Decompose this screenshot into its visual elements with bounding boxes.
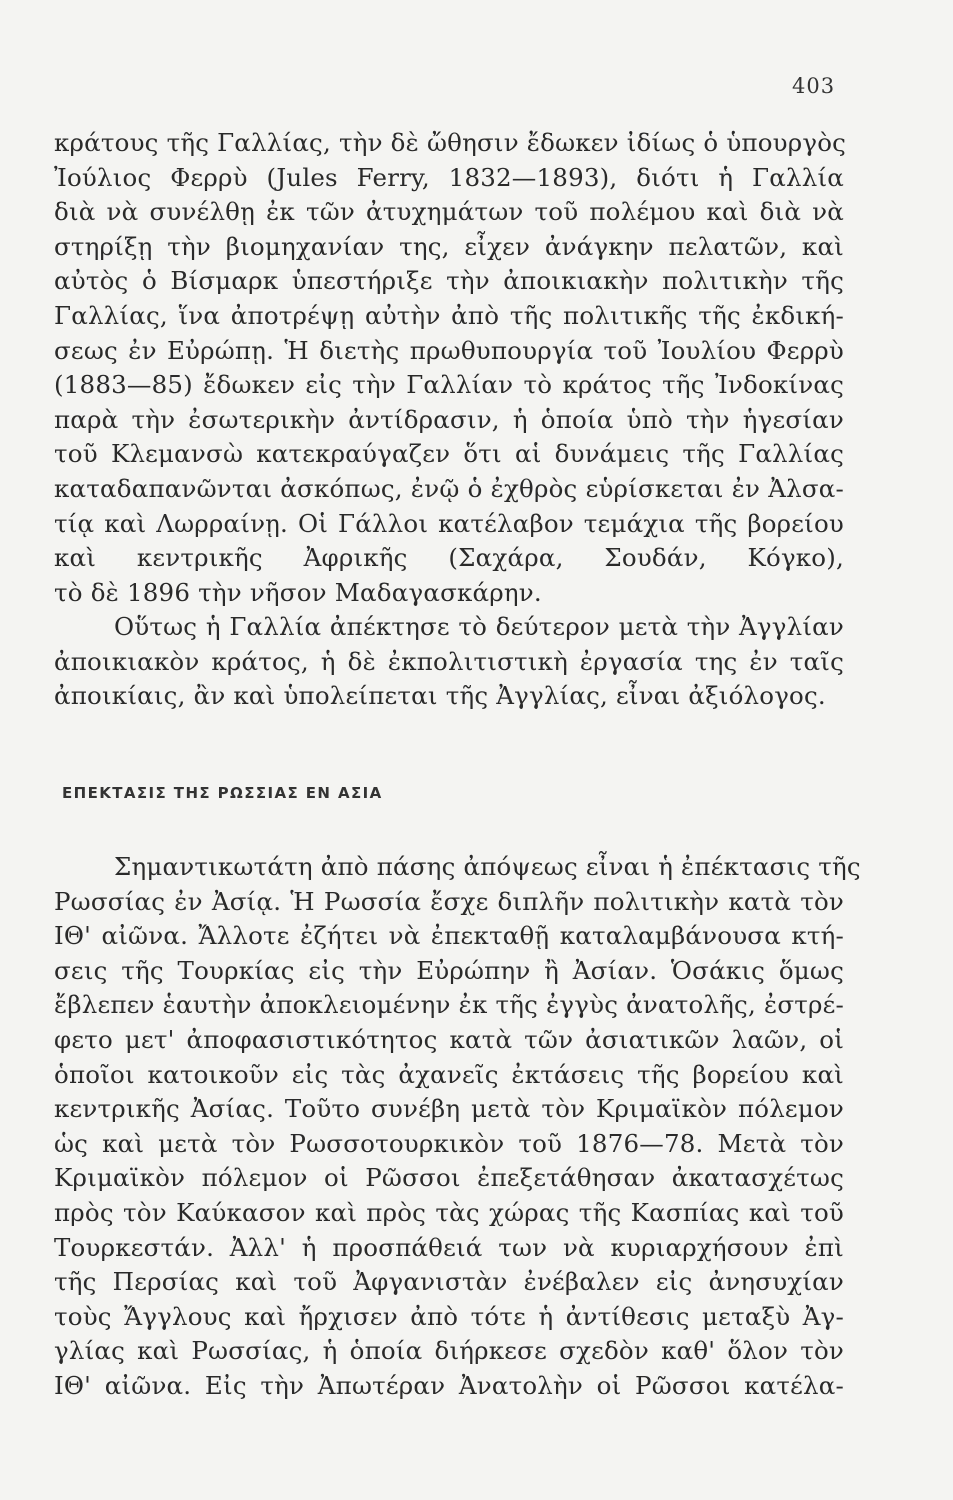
section-heading: ΕΠΕΚΤΑΣΙΣ ΤΗΣ ΡΩΣΣΙΑΣ ΕΝ ΑΣΙΑ: [62, 784, 383, 802]
text-line: τῆς Περσίας καὶ τοῦ Ἀφγανιστὰν ἐνέβαλεν εἰς ἀνησυχίαν: [54, 1267, 844, 1297]
text-line: πρὸς τὸν Καύκασον καὶ πρὸς τὰς χώρας τῆς Κασπίας καὶ τοῦ: [54, 1197, 844, 1227]
paragraph-russia-expansion: [54, 850, 861, 1404]
text-line: ὡς καὶ μετὰ τὸν Ρωσσοτουρκικὸν τοῦ 1876—78. Μετὰ τὸν: [54, 1128, 844, 1158]
text-line: Ρωσσίας ἐν Ἀσίᾳ. Ἡ Ρωσσία ἔσχε διπλῆν πολιτικὴν κατὰ τὸν: [54, 886, 844, 916]
text-line: καταδαπανῶνται ἀσκόπως, ἐνῷ ὁ ἐχθρὸς εὑρίσκεται ἐν Ἀλσα-: [54, 473, 844, 503]
text-line: Σημαντικωτάτη ἀπὸ πάσης ἀπόψεως εἶναι ἡ ἐπέκτασις τῆς: [114, 852, 861, 881]
text-line: ΙΘ' αἰῶνα. Ἄλλοτε ἐζήτει νὰ ἐπεκταθῇ καταλαμβάνουσα κτή-: [54, 921, 844, 951]
text-line: τοῦ Κλεμανσὼ κατεκραύγαζεν ὅτι αἱ δυνάμεις τῆς Γαλλίας: [54, 439, 844, 469]
text-line: (1883—85) ἔδωκεν εἰς τὴν Γαλλίαν τὸ κράτος τῆς Ἰνδοκίνας: [54, 370, 844, 400]
text-line: σεως ἐν Εὐρώπῃ. Ἡ διετὴς πρωθυπουργία τοῦ Ἰουλίου Φερρὺ: [54, 335, 844, 365]
page-number: 403: [792, 74, 836, 98]
text-line: Ἰούλιος Φερρὺ (Jules Ferry, 1832—1893), διότι ἡ Γαλλία: [54, 162, 844, 192]
text-line: τὸ δὲ 1896 τὴν νῆσον Μαδαγασκάρην.: [54, 577, 542, 607]
text-line: ἀποικιακὸν κράτος, ἡ δὲ ἐκπολιτιστικὴ ἐργασία της ἐν ταῖς: [54, 646, 844, 676]
text-line: στηρίξῃ τὴν βιομηχανίαν της, εἶχεν ἀνάγκην πελατῶν, καὶ: [54, 231, 844, 261]
text-line: Γαλλίας, ἵνα ἀποτρέψῃ αὐτὴν ἀπὸ τῆς πολιτικῆς τῆς ἐκδική-: [54, 300, 844, 330]
text-line: ἀποικίαις, ἂν καὶ ὑπολείπεται τῆς Ἀγγλίας, εἶναι ἀξιόλογος.: [54, 681, 826, 711]
text-line: τίᾳ καὶ Λωρραίνῃ. Οἱ Γάλλοι κατέλαβον τεμάχια τῆς βορείου: [54, 508, 844, 538]
text-line: κεντρικῆς Ἀσίας. Τοῦτο συνέβη μετὰ τὸν Κριμαϊκὸν πόλεμον: [54, 1094, 844, 1124]
text-line: γλίας καὶ Ρωσσίας, ἡ ὁποία διήρκεσε σχεδὸν καθ' ὅλον τὸν: [54, 1336, 844, 1366]
text-line: ὁποῖοι κατοικοῦν εἰς τὰς ἀχανεῖς ἐκτάσεις τῆς βορείου καὶ: [54, 1059, 844, 1089]
text-line: Τουρκεστάν. Ἀλλ' ἡ προσπάθειά των νὰ κυριαρχήσουν ἐπὶ: [54, 1232, 844, 1262]
text-line: αὐτὸς ὁ Βίσμαρκ ὑπεστήριξε τὴν ἀποικιακὴν πολιτικὴν τῆς: [54, 266, 844, 296]
text-line: τοὺς Ἄγγλους καὶ ἤρχισεν ἀπὸ τότε ἡ ἀντίθεσις μεταξὺ Ἀγ-: [54, 1301, 844, 1331]
text-line: ΙΘ' αἰῶνα. Εἰς τὴν Ἀπωτέραν Ἀνατολὴν οἱ Ρῶσσοι κατέλα-: [54, 1370, 844, 1400]
text-line: φετο μετ' ἀποφασιστικότητος κατὰ τῶν ἀσιατικῶν λαῶν, οἱ: [54, 1024, 844, 1054]
text-line: κράτους τῆς Γαλλίας, τὴν δὲ ὤθησιν ἔδωκεν ἰδίως ὁ ὑπουργὸς: [54, 128, 847, 157]
text-line: παρὰ τὴν ἐσωτερικὴν ἀντίδρασιν, ἡ ὁποία ὑπὸ τὴν ἡγεσίαν: [54, 404, 844, 434]
text-line: σεις τῆς Τουρκίας εἰς τὴν Εὐρώπην ἢ Ἀσίαν. Ὁσάκις ὅμως: [54, 955, 844, 985]
text-line: καὶ κεντρικῆς Ἀφρικῆς (Σαχάρα, Σουδάν, Κόγκο),: [54, 543, 844, 573]
paragraph-france-summary: [54, 610, 844, 714]
text-line: Κριμαϊκὸν πόλεμον οἱ Ρῶσσοι ἐπεξετάθησαν ἀκατασχέτως: [54, 1163, 844, 1193]
paragraph-france-colonies: [54, 126, 847, 610]
text-line: Οὕτως ἡ Γαλλία ἀπέκτησε τὸ δεύτερον μετὰ τὴν Ἀγγλίαν: [114, 612, 844, 641]
text-line: διὰ νὰ συνέλθῃ ἐκ τῶν ἀτυχημάτων τοῦ πολέμου καὶ διὰ νὰ: [54, 197, 844, 227]
text-line: ἔβλεπεν ἑαυτὴν ἀποκλειομένην ἐκ τῆς ἐγγὺς ἀνατολῆς, ἐστρέ-: [54, 990, 844, 1020]
